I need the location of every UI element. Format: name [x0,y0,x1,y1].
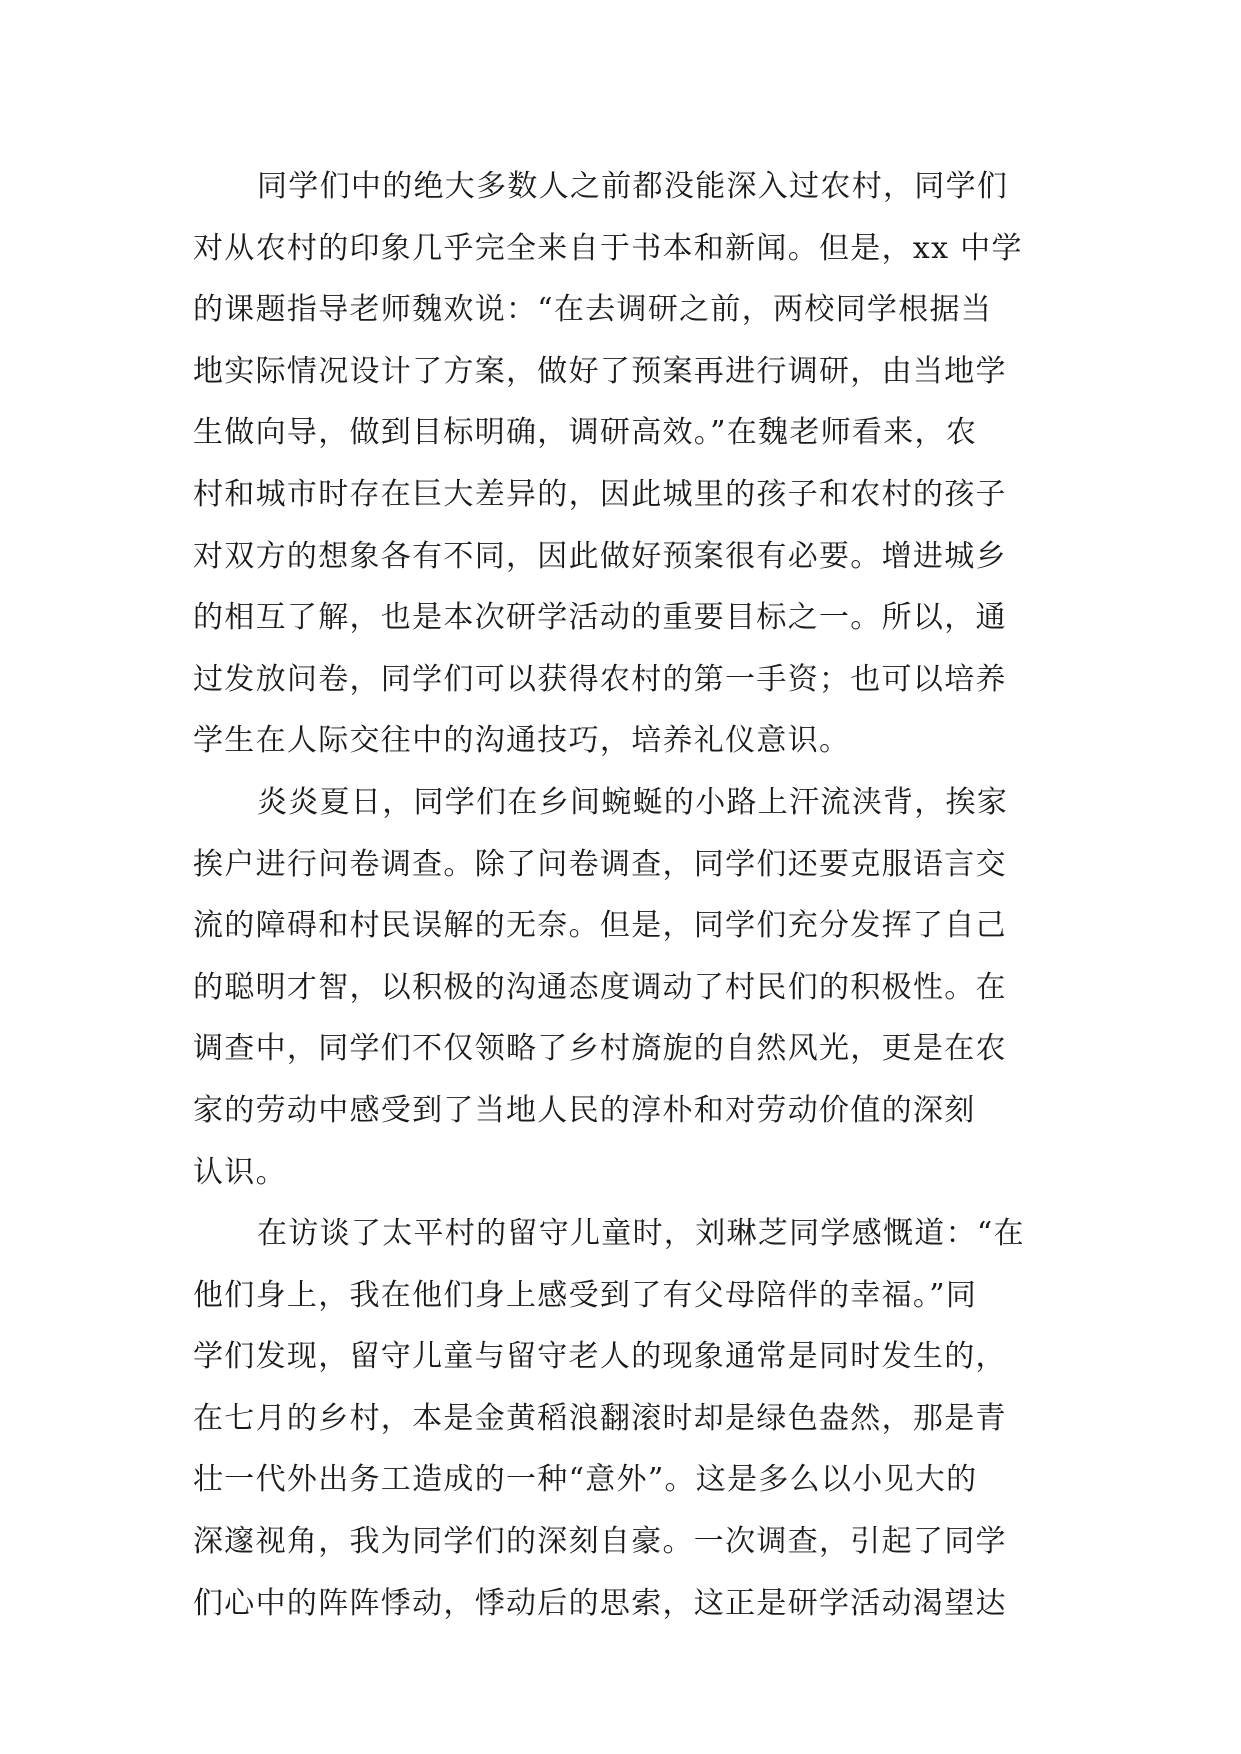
text-line: 他们身上，我在他们身上感受到了有父母陪伴的幸福。”同 [193,1277,978,1313]
paragraph [193,772,1063,1203]
text-line: 家的劳动中感受到了当地人民的淳朴和对劳动价值的深刻 [193,1092,976,1128]
text-line: 壮一代外出务工造成的一种“意外”。这是多么以小见大的 [193,1462,978,1498]
paragraph [193,156,1063,772]
text-line: 在访谈了太平村的留守儿童时，刘琳芝同学感慨道：“在 [257,1216,1025,1252]
text-line: 学生在人际交往中的沟通技巧，培养礼仪意识。 [193,723,851,759]
text-line: 的课题指导老师魏欢说：“在去调研之前，两校同学根据当 [193,292,993,328]
text-line: 认识。 [193,1154,287,1190]
text-line: 的聪明才智，以积极的沟通态度调动了村民们的积极性。在 [193,969,1007,1005]
text-line: 调查中，同学们不仅领略了乡村旖旎的自然风光，更是在农 [193,1031,1007,1067]
text-line: 挨户进行问卷调查。除了问卷调查，同学们还要克服语言交 [193,846,1007,882]
text-line: 的相互了解，也是本次研学活动的重要目标之一。所以，通 [193,600,1007,636]
document-body [193,156,1063,1634]
text-line: 生做向导，做到目标明确，调研高效。”在魏老师看来，农 [193,415,978,451]
text-line: 流的障碍和村民误解的无奈。但是，同学们充分发挥了自己 [193,908,1007,944]
text-line: 村和城市时存在巨大差异的，因此城里的孩子和农村的孩子 [193,476,1007,512]
text-line: 地实际情况设计了方案，做好了预案再进行调研，由当地学 [193,353,1007,389]
text-line: 同学们中的绝大多数人之前都没能深入过农村，同学们 [257,169,1009,204]
text-line: 在七月的乡村，本是金黄稻浪翻滚时却是绿色盎然，那是青 [193,1400,1007,1436]
text-line: 们心中的阵阵悸动，悸动后的思索，这正是研学活动渴望达 [193,1585,1007,1621]
text-line: 深邃视角，我为同学们的深刻自豪。一次调查，引起了同学 [193,1524,1007,1560]
text-line: 对双方的想象各有不同，因此做好预案很有必要。增进城乡 [193,538,1007,574]
text-line: 学们发现，留守儿童与留守老人的现象通常是同时发生的， [193,1339,1007,1375]
text-line: 对从农村的印象几乎完全来自于书本和新闻。但是，xx 中学 [193,230,1023,266]
paragraph [193,1203,1063,1634]
text-line: 过发放问卷，同学们可以获得农村的第一手资；也可以培养 [193,661,1007,697]
text-line: 炎炎夏日，同学们在乡间蜿蜒的小路上汗流浃背，挨家 [257,784,1009,820]
